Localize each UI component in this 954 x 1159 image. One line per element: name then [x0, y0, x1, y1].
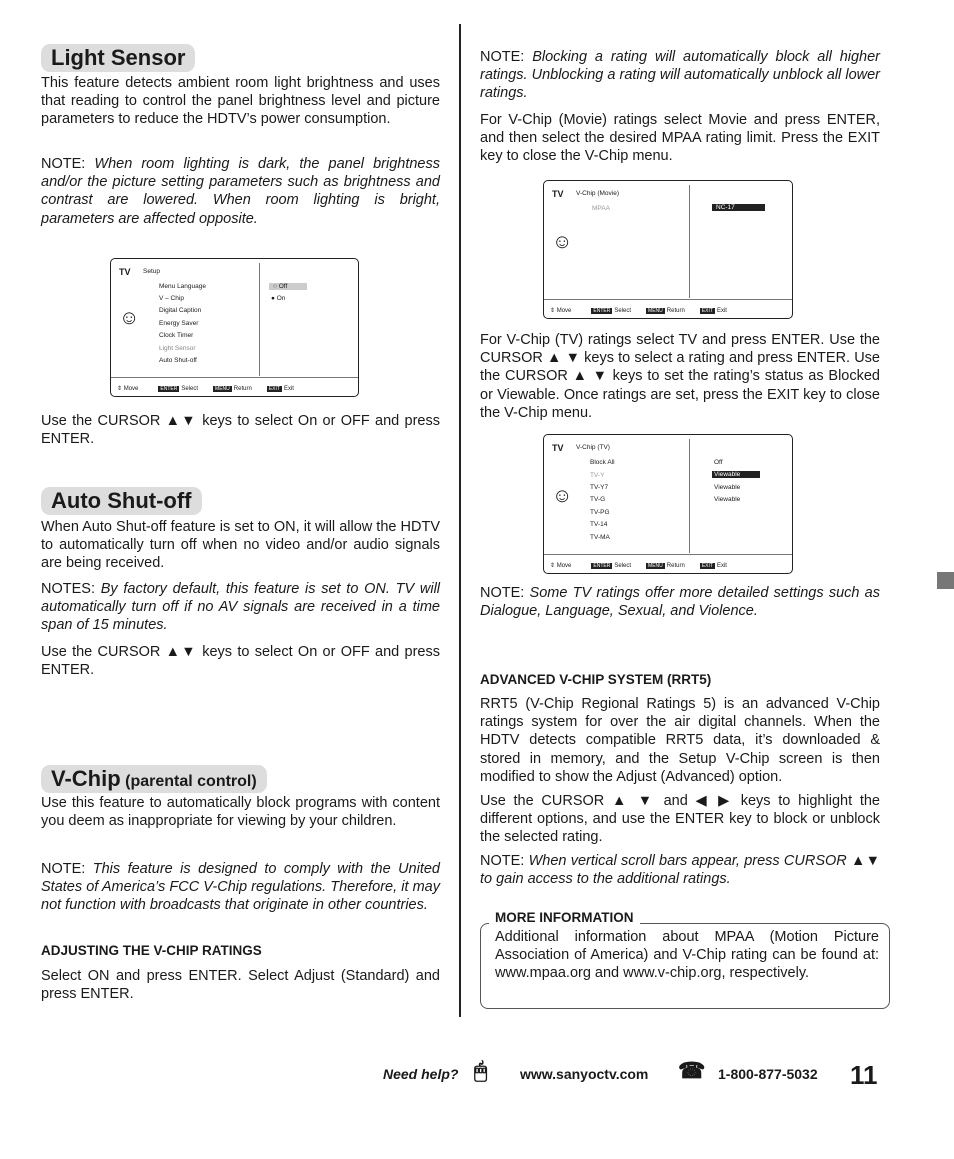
screen-footer: ⇕ Move ENTER Select MENU Return EXIT Exit	[550, 563, 727, 569]
need-help-label: Need help?	[383, 1066, 459, 1082]
website-link[interactable]: www.sanyoctv.com	[520, 1066, 649, 1082]
screen-footer-line	[544, 554, 792, 555]
mascot-icon: ☺	[119, 307, 140, 329]
scroll-note: NOTE: When vertical scroll bars appear, press CURSOR ▲▼ to gain access to the additional ratings.	[480, 853, 880, 888]
vchip-intro: Use this feature to automatically block programs with content you deem as inappropriate for viewing by your children.	[41, 795, 440, 830]
adjusting-text: Select ON and press ENTER. Select Adjust (Standard) and press ENTER.	[41, 968, 440, 1003]
more-information-text: Additional information about MPAA (Motion Picture Association of America) and V-Chip rating can be found at: www.mpaa.org and www.v-chip.org, respectively.	[495, 929, 879, 982]
menu-item: Energy Saver	[159, 320, 199, 327]
rrt5-text: RRT5 (V-Chip Regional Ratings 5) is an advanced V-Chip ratings system for over the air digital channels. When the HDTV detects compatible RRT5 data, it’s downloaded & stored in memory, and the Setup V-Chip screen is then modified to show the Adjust (Advanced) option.	[480, 696, 880, 785]
blocking-note: NOTE: Blocking a rating will automatically block all higher ratings. Unblocking a rating will automatically unblock all lower ratings.	[480, 49, 880, 102]
screen-tv-label: TV	[552, 189, 564, 199]
phone-number: 1-800-877-5032	[718, 1066, 818, 1082]
movie-text: For V-Chip (Movie) ratings select Movie and press ENTER, and then select the desired MPAA rating limit. Press the EXIT key to close the V-Chip menu.	[480, 112, 880, 165]
rating-item: TV-MA	[590, 534, 610, 541]
column-divider	[459, 24, 461, 1017]
auto-shutoff-note: NOTES: By factory default, this feature is set to ON. TV will automatically turn off if no AV signals are received in a time span of 15 minutes.	[41, 581, 441, 634]
rating-item: Block All	[590, 459, 615, 466]
screen-title: V-Chip (Movie)	[576, 190, 619, 197]
rating-status: Off	[714, 459, 723, 466]
rating-value: NC-17	[712, 204, 765, 211]
mouse-icon: 🖱	[474, 1058, 488, 1083]
mascot-icon: ☺	[552, 231, 573, 253]
ratings-note: NOTE: Some TV ratings offer more detailed settings such as Dialogue, Language, Sexual, and Violence.	[480, 585, 881, 620]
screen-divider	[689, 439, 690, 553]
setup-screen	[110, 258, 359, 397]
rating-item-selected: TV-Y	[590, 472, 605, 479]
menu-item: Auto Shut-off	[159, 357, 197, 364]
mascot-icon: ☺	[552, 485, 573, 507]
phone-icon: ☎	[678, 1058, 706, 1083]
screen-title: Setup	[143, 268, 160, 275]
tv-ratings-text: For V-Chip (TV) ratings select TV and press ENTER. Use the CURSOR ▲ ▼ keys to select a rating and press ENTER. Use the CURSOR ▲ ▼ keys to set the rating’s status as Blocked or Viewable. Once ratings are set, press the EXIT key to close the V-Chip menu.	[480, 332, 880, 421]
vchip-heading: V-Chip (parental control)	[41, 765, 267, 793]
cursor-text: Use the CURSOR ▲ ▼ and ◀ ▶ keys to highlight the different options, and use the ENTER key to block or unblock the selected rating.	[480, 793, 880, 846]
screen-tv-label: TV	[119, 267, 131, 277]
menu-item-selected: Light Sensor	[159, 345, 196, 352]
screen-footer: ⇕ Move ENTER Select MENU Return EXIT Exit	[550, 308, 727, 314]
rrt5-title: ADVANCED V-CHIP SYSTEM (RRT5)	[480, 672, 712, 687]
light-sensor-instruction: Use the CURSOR ▲▼ keys to select On or OFF and press ENTER.	[41, 413, 440, 448]
rating-status: Viewable	[714, 496, 741, 503]
movie-screen	[543, 180, 793, 319]
menu-item: Digital Caption	[159, 307, 202, 314]
auto-shutoff-instruction: Use the CURSOR ▲▼ keys to select On or OFF and press ENTER.	[41, 644, 440, 679]
light-sensor-heading: Light Sensor	[41, 44, 195, 72]
screen-divider	[259, 263, 260, 376]
menu-item: Clock Timer	[159, 332, 194, 339]
rating-item: TV-G	[590, 496, 606, 503]
rating-status-selected: Viewable	[712, 471, 760, 478]
menu-item: V – Chip	[159, 295, 184, 302]
screen-footer: ⇕ Move ENTER Select MENU Return EXIT Exit	[117, 386, 294, 392]
more-information-title: MORE INFORMATION	[489, 910, 640, 925]
screen-title: V-Chip (TV)	[576, 444, 610, 451]
rating-item: TV-14	[590, 521, 608, 528]
screen-footer-line	[544, 299, 792, 300]
page-number: 11	[850, 1060, 878, 1090]
vchip-note: NOTE: This feature is designed to comply with the United States of America’s FCC V-Chip regulations. Therefore, it may not function with broadcasts that originate in other countries.	[41, 861, 440, 914]
auto-shutoff-intro: When Auto Shut-off feature is set to ON, it will allow the HDTV to automatically turn off when no video and/or audio signals are being received.	[41, 519, 440, 572]
option-off: ○ Off	[269, 283, 307, 290]
light-sensor-note: NOTE: When room lighting is dark, the panel brightness and/or the picture setting parameters such as brightness and contrast are lowered. When room lighting is bright, parameters are affected opposite.	[41, 156, 440, 227]
light-sensor-intro: This feature detects ambient room light brightness and uses that reading to control the panel brightness level and picture parameters to reduce the HDTV’s power consumption.	[41, 75, 440, 128]
tv-screen	[543, 434, 793, 574]
auto-shutoff-heading: Auto Shut-off	[41, 487, 202, 515]
rating-status: Viewable	[714, 484, 741, 491]
option-on: ● On	[271, 295, 286, 302]
menu-item: MPAA	[592, 205, 610, 212]
screen-tv-label: TV	[552, 443, 564, 453]
screen-divider	[689, 185, 690, 298]
section-tab-marker	[937, 572, 954, 589]
rating-item: TV-PG	[590, 509, 610, 516]
menu-item: Menu Language	[159, 283, 206, 290]
adjusting-title: ADJUSTING THE V-CHIP RATINGS	[41, 943, 262, 958]
screen-footer-line	[111, 377, 358, 378]
rating-item: TV-Y7	[590, 484, 609, 491]
